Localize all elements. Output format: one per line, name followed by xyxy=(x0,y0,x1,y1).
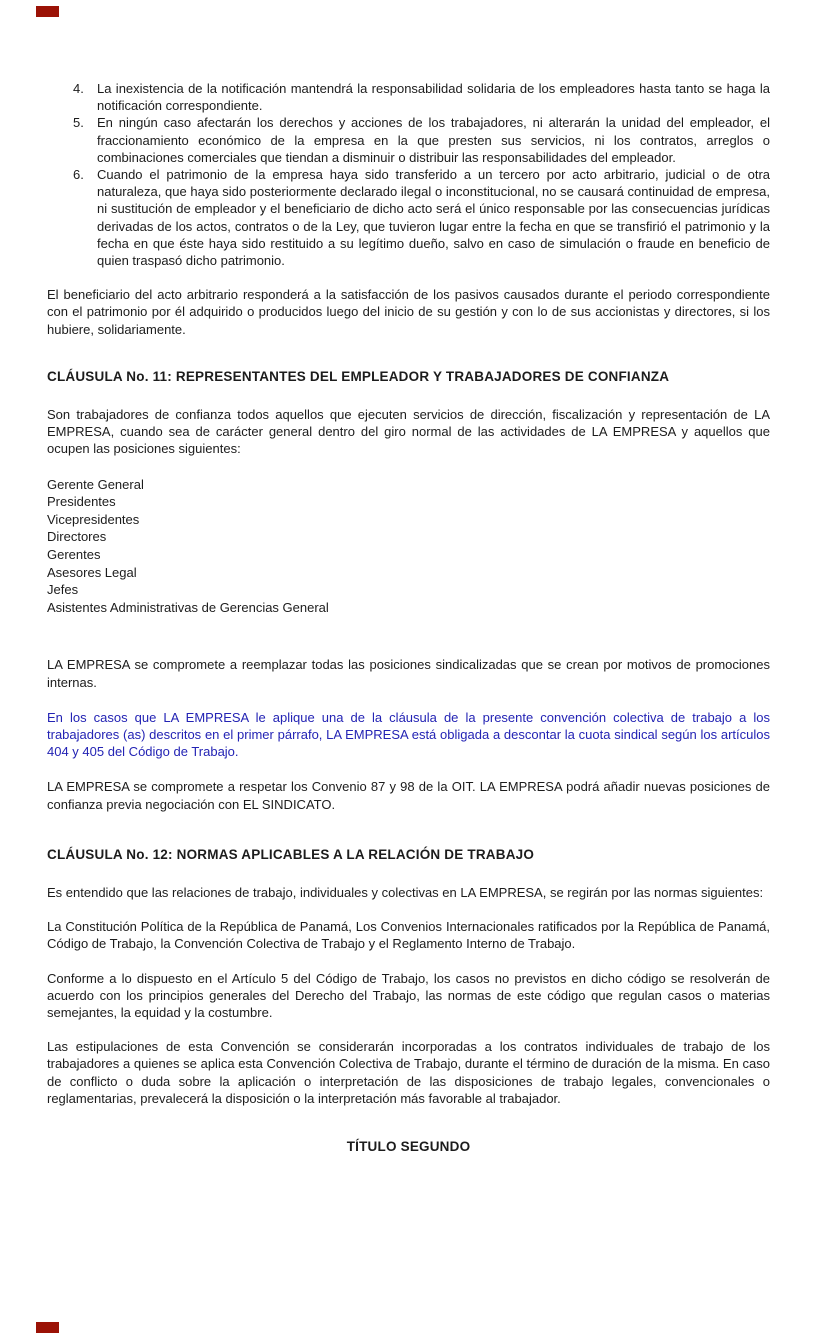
redaction-mark-bottom-left xyxy=(36,1322,59,1333)
position-item: Presidentes xyxy=(47,494,116,510)
paragraph-oit: LA EMPRESA se compromete a respetar los Convenio 87 y 98 de la OIT. LA EMPRESA podrá añadir nuevas posiciones de confianza previa negociación con EL SINDICATO. xyxy=(47,779,770,812)
numbered-list xyxy=(47,80,770,269)
position-item: Gerentes xyxy=(47,547,101,563)
paragraph-reemplazar: LA EMPRESA se compromete a reemplazar todas las posiciones sindicalizadas que se crean por motivos de promociones internas. xyxy=(47,657,770,690)
paragraph-descuento-sindical: En los casos que LA EMPRESA le aplique una de la cláusula de la presente convención colectiva de trabajo a los trabajadores (as) descritos en el primer párrafo, LA EMPRESA está obligada a descontar la cuota sindical según los artículos 404 y 405 del Código de Trabajo. xyxy=(47,709,770,760)
list-item xyxy=(47,114,770,166)
heading-clausula-11: CLÁUSULA No. 11: REPRESENTANTES DEL EMPLEADOR Y TRABAJADORES DE CONFIANZA xyxy=(47,368,670,384)
heading-clausula-12: CLÁUSULA No. 12: NORMAS APLICABLES A LA RELACIÓN DE TRABAJO xyxy=(47,846,535,862)
list-item-text: Cuando el patrimonio de la empresa haya sido transferido a un tercero por acto arbitrario, judicial o de otra naturaleza, que haya sido posteriormente declarado ilegal o inconstitucional, no se causará continuidad de empresa, ni sustitución de empleador y el beneficiario de dicho acto será el único responsable por las consecuencias jurídicas derivadas de los actos, contratos o de la Ley, que tuvieron lugar entre la fecha en que se transfirió el patrimonio y la fecha en que éste haya sido restituido a su legítimo dueño, salvo en caso de simulación o fraude en beneficio de quien traspasó dicho patrimonio. xyxy=(97,167,770,269)
list-item-number: 4. xyxy=(73,81,84,96)
list-item-text: La inexistencia de la notificación mantendrá la responsabilidad solidaria de los empleadores hasta tanto se haga la notificación correspondiente. xyxy=(97,81,770,114)
position-item: Vicepresidentes xyxy=(47,511,140,527)
list-item-number: 5. xyxy=(73,115,84,131)
list-item-text: En ningún caso afectarán los derechos y acciones de los trabajadores, ni alterarán la unidad del empleador, el fraccionamiento económico de la empresa en la que presten sus servicios, ni los contratos, arreglos o combinaciones comerciales que tiendan a disminuir o distribuir las responsabilidades del empleador. xyxy=(97,115,770,165)
paragraph-estipulaciones: Las estipulaciones de esta Convención se considerarán incorporadas a los contratos individuales de trabajo de los trabajadores a quienes se aplica esta Convención Colectiva de Trabajo, durante el término de duración de la misma. En caso de conflicto o duda sobre la aplicación o interpretación de las disposiciones de trabajo legales, convencionales o reglamentarias, prevalecerá la disposición o la interpretación más favorable al trabajador. xyxy=(47,1039,770,1106)
list-item xyxy=(47,166,770,269)
list-item-number: 6. xyxy=(73,167,84,183)
list-item xyxy=(47,80,770,114)
position-item: Jefes xyxy=(47,582,79,598)
paragraph-constitucion: La Constitución Política de la República de Panamá, Los Convenios Internacionales ratificados por la República de Panamá, Código de Trabajo, la Convención Colectiva de Trabajo y el Reglamento Interno de Trabajo. xyxy=(47,919,770,952)
position-item: Asesores Legal xyxy=(47,564,137,580)
positions-list xyxy=(47,476,770,617)
position-item: Asistentes Administrativas de Gerencias General xyxy=(47,599,329,615)
position-item: Directores xyxy=(47,529,107,545)
paragraph-entendido: Es entendido que las relaciones de trabajo, individuales y colectivas en LA EMPRESA, se regirán por las normas siguientes: xyxy=(47,885,764,901)
position-item: Gerente General xyxy=(47,476,144,492)
paragraph-confianza: Son trabajadores de confianza todos aquellos que ejecuten servicios de dirección, fiscalización y representación de LA EMPRESA, cuando sea de carácter general dentro del giro normal de las actividades de LA EMPRESA y aquellos que ocupen las posiciones siguientes: xyxy=(47,407,770,457)
titulo-segundo: TÍTULO SEGUNDO xyxy=(346,1139,471,1155)
paragraph-conforme: Conforme a lo dispuesto en el Artículo 5 del Código de Trabajo, los casos no previstos en dicho código se resolverán de acuerdo con los principios generales del Derecho del Trabajo, las normas de este código que regulan casos o materias semejantes, la equidad y la costumbre. xyxy=(47,970,770,1021)
paragraph-beneficiario: El beneficiario del acto arbitrario responderá a la satisfacción de los pasivos causados durante el periodo correspondiente con el patrimonio por él adquirido o producidos luego del inicio de su gestión y con lo de sus accionistas y directores, si los hubiere, solidariamente. xyxy=(47,287,770,337)
